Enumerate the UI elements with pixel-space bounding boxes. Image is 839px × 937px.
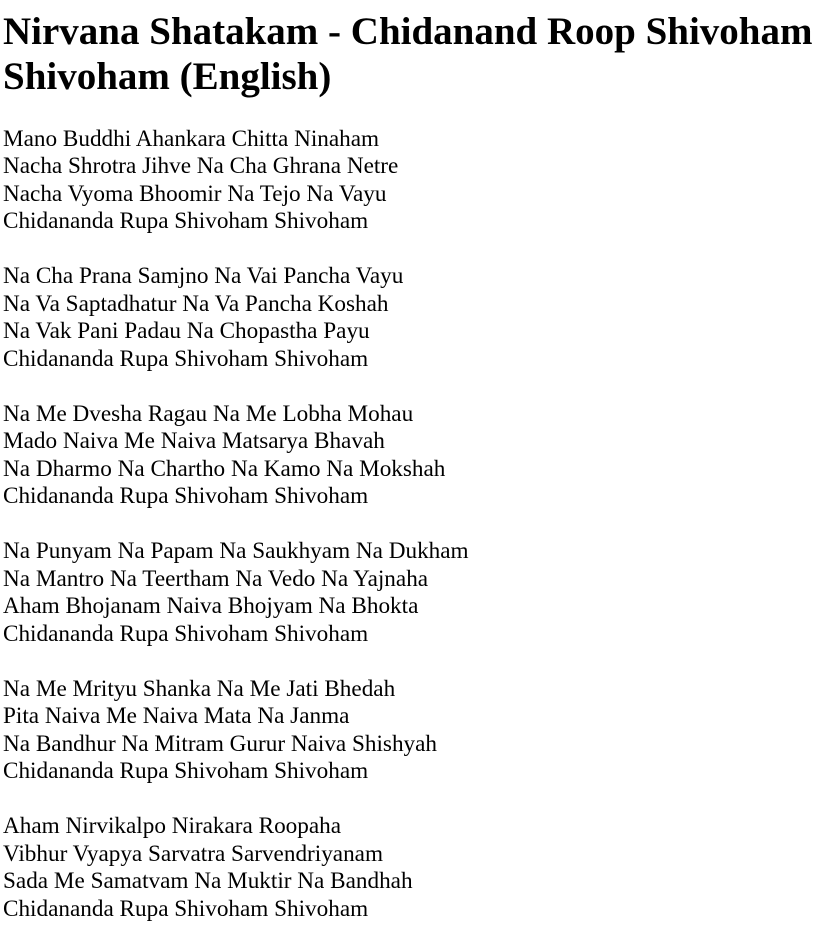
verse-line: Nacha Vyoma Bhoomir Na Tejo Na Vayu xyxy=(3,180,387,207)
verse-line: Aham Bhojanam Naiva Bhojyam Na Bhokta xyxy=(3,593,419,620)
lyrics-body xyxy=(3,126,835,924)
verse-line: Na Vak Pani Padau Na Chopastha Payu xyxy=(3,318,370,345)
verse-4 xyxy=(3,538,835,648)
verse-line: Na Mantro Na Teertham Na Vedo Na Yajnaha xyxy=(3,565,429,592)
verse-line: Chidananda Rupa Shivoham Shivoham xyxy=(3,345,369,372)
verse-line: Pita Naiva Me Naiva Mata Na Janma xyxy=(3,703,350,730)
verse-line: Nacha Shrotra Jihve Na Cha Ghrana Netre xyxy=(3,153,399,180)
verse-line: Mado Naiva Me Naiva Matsarya Bhavah xyxy=(3,428,385,455)
verse-line: Chidananda Rupa Shivoham Shivoham xyxy=(3,620,369,647)
verse-line: Chidananda Rupa Shivoham Shivoham xyxy=(3,758,369,785)
verse-3 xyxy=(3,401,835,511)
verse-line: Chidananda Rupa Shivoham Shivoham xyxy=(3,483,369,510)
verse-line: Aham Nirvikalpo Nirakara Roopaha xyxy=(3,813,342,840)
verse-line: Mano Buddhi Ahankara Chitta Ninaham xyxy=(3,125,380,152)
verse-line: Na Punyam Na Papam Na Saukhyam Na Dukham xyxy=(3,538,469,565)
verse-line: Sada Me Samatvam Na Muktir Na Bandhah xyxy=(3,868,413,895)
verse-1 xyxy=(3,126,835,236)
verse-2 xyxy=(3,263,835,373)
verse-line: Na Me Mrityu Shanka Na Me Jati Bhedah xyxy=(3,675,396,702)
verse-line: Na Bandhur Na Mitram Gurur Naiva Shishyah xyxy=(3,730,438,757)
verse-line: Na Dharmo Na Chartho Na Kamo Na Mokshah xyxy=(3,455,446,482)
verse-line: Na Me Dvesha Ragau Na Me Lobha Mohau xyxy=(3,400,414,427)
verse-line: Na Cha Prana Samjno Na Vai Pancha Vayu xyxy=(3,263,404,290)
verse-line: Chidananda Rupa Shivoham Shivoham xyxy=(3,895,369,922)
verse-5 xyxy=(3,676,835,786)
verse-6 xyxy=(3,813,835,923)
verse-line: Na Va Saptadhatur Na Va Pancha Koshah xyxy=(3,290,389,317)
page-title: Nirvana Shatakam - Chidanand Roop Shivoham Shivoham (English) xyxy=(3,10,813,98)
verse-line: Vibhur Vyapya Sarvatra Sarvendriyanam xyxy=(3,840,384,867)
verse-line: Chidananda Rupa Shivoham Shivoham xyxy=(3,208,369,235)
